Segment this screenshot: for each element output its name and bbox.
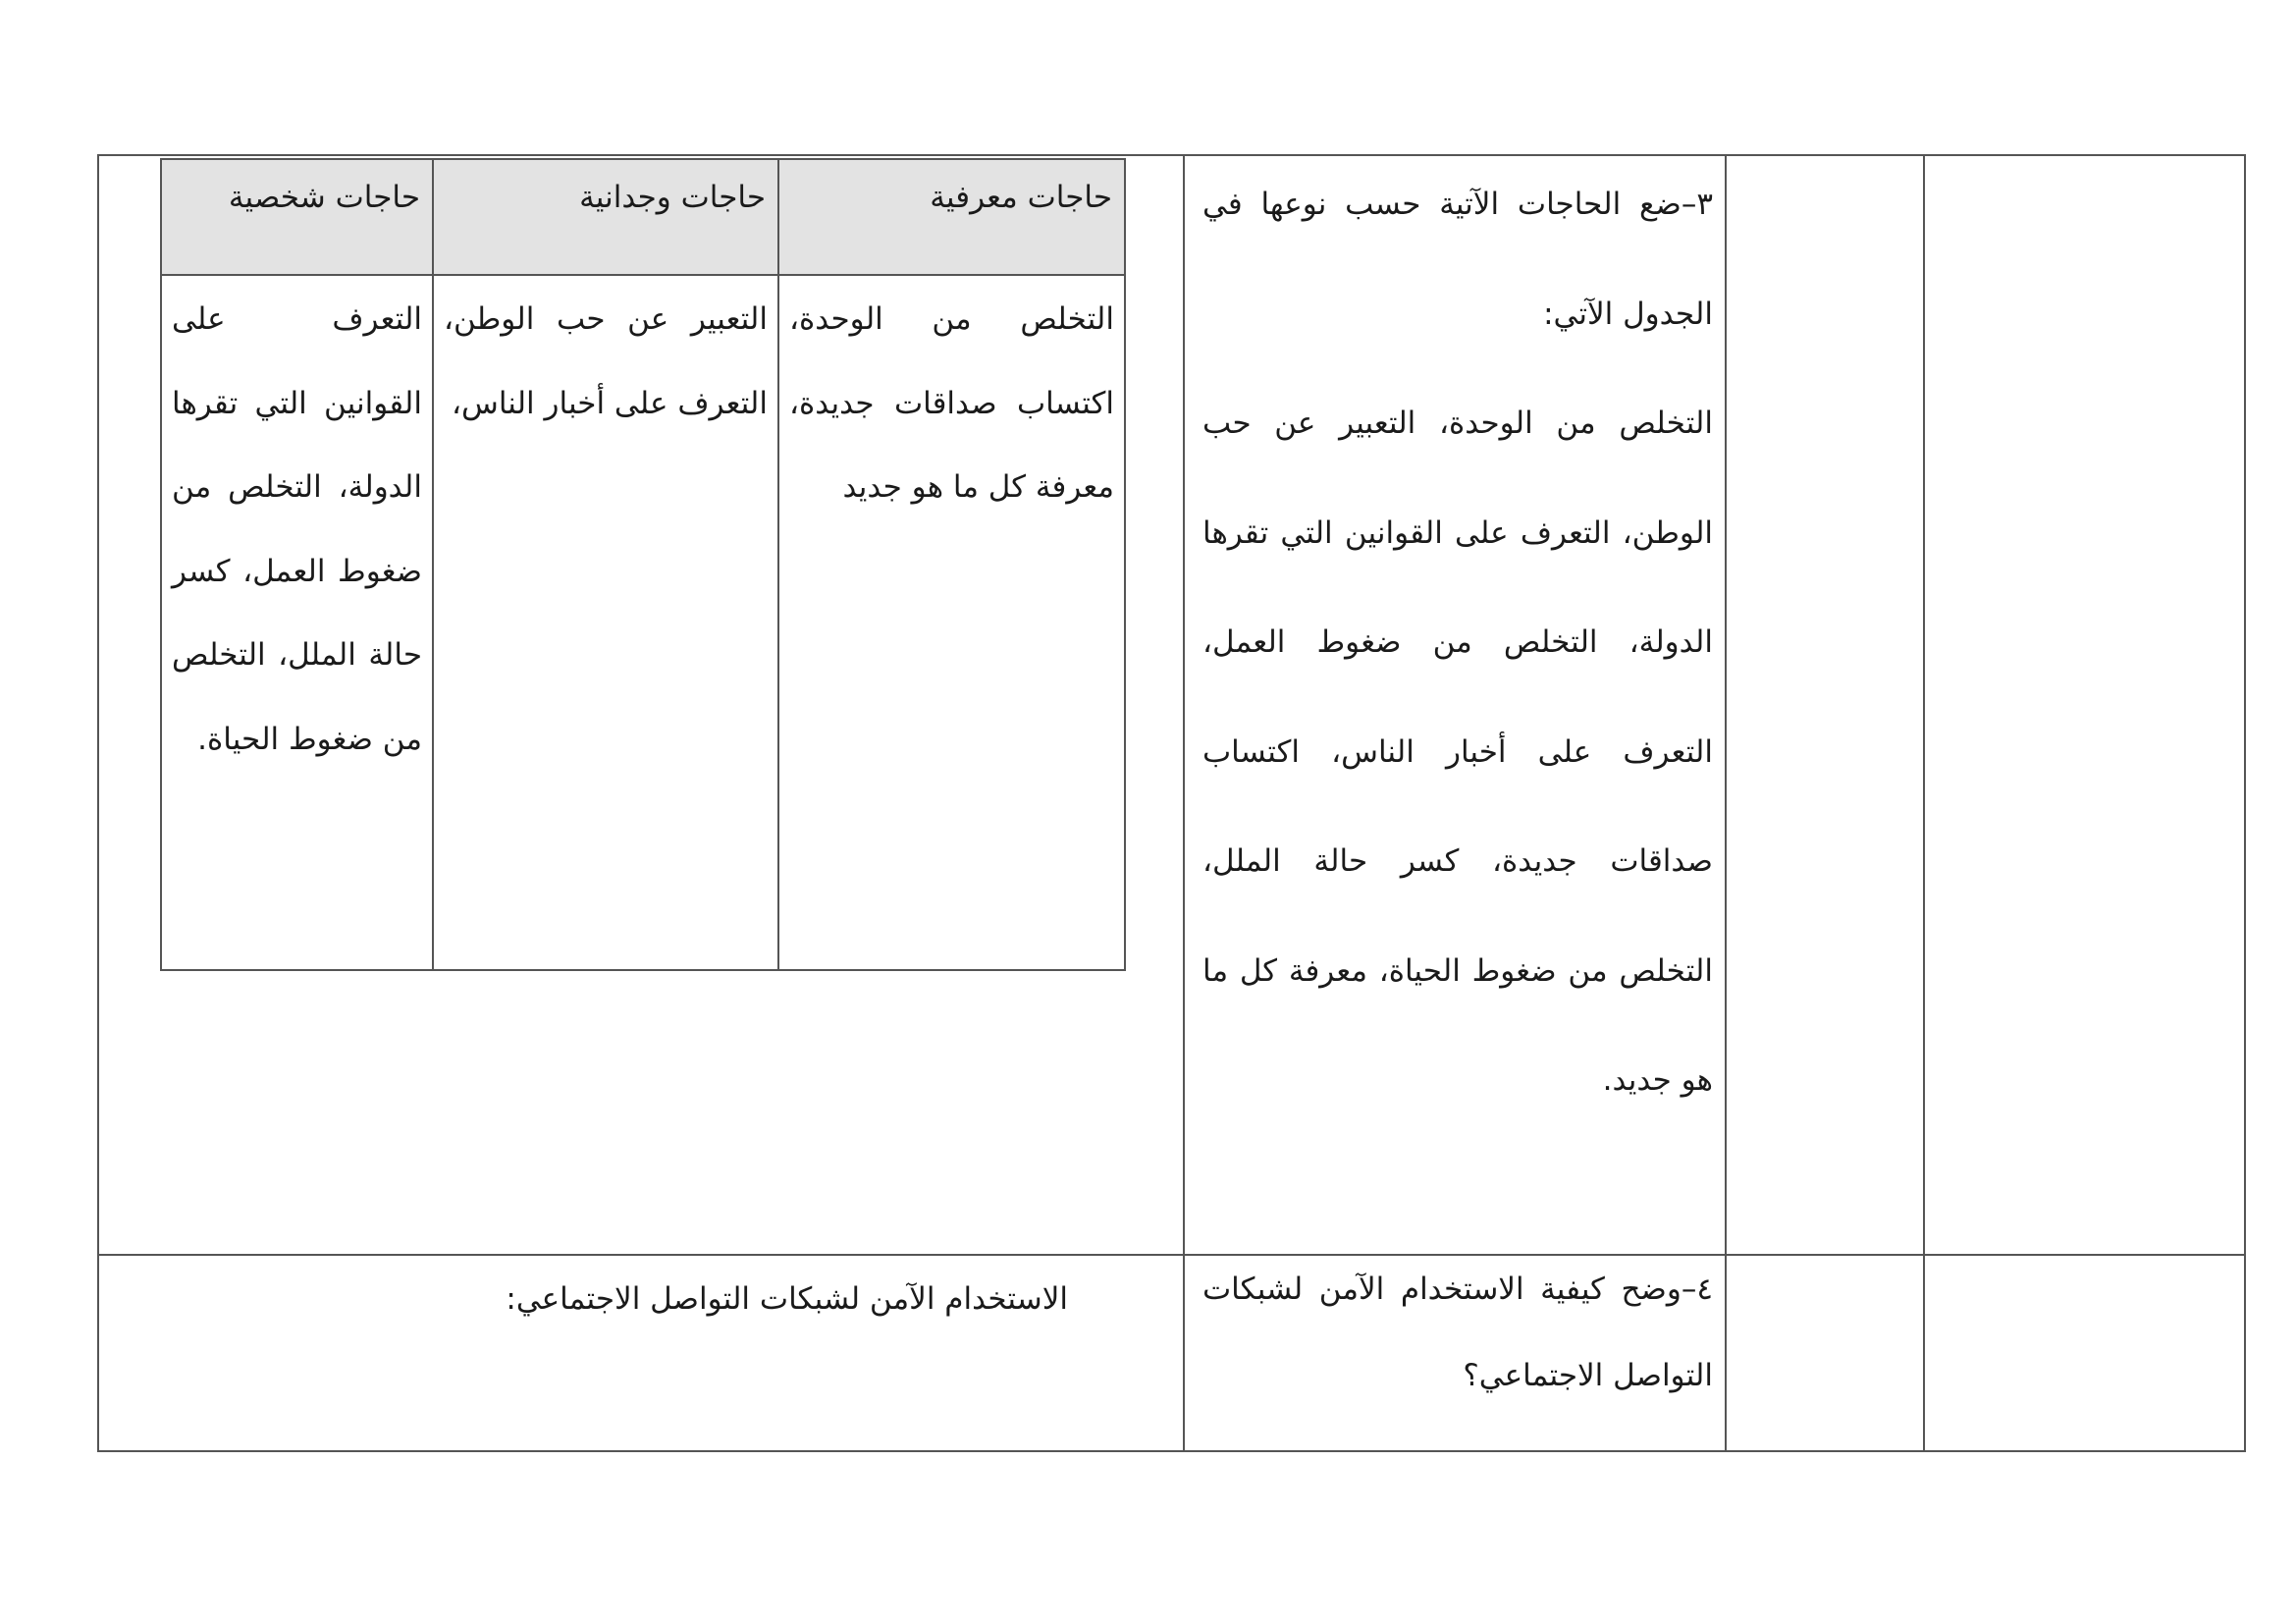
cognitive-needs-cell (778, 275, 1125, 970)
cognitive-needs-text: التخلص من الوحدة، اكتساب صداقات جديدة، معرفة كل ما هو جديد (789, 301, 1114, 505)
needs-table-body-row (161, 275, 1125, 970)
empty-cell-q3-b (1924, 155, 2245, 1255)
header-emotional-needs: حاجات وجدانية (433, 159, 778, 275)
needs-table (160, 158, 1126, 971)
header-personal-needs: حاجات شخصية (161, 159, 433, 275)
question3-text (1202, 150, 1713, 1136)
empty-cell-q4-a (1726, 1255, 1924, 1451)
question4-cell (1184, 1255, 1726, 1451)
worksheet-table (97, 154, 2246, 1452)
question3-row (98, 155, 2245, 1255)
needs-table-header-row (161, 159, 1125, 275)
question4-row (98, 1255, 2245, 1451)
question3-prompt: ٣–ضع الحاجات الآتية حسب نوعها في الجدول الآتي: (1202, 187, 1713, 332)
question3-cell (1184, 155, 1726, 1255)
emotional-needs-text: التعبير عن حب الوطن، التعرف على أخبار الناس، (444, 301, 768, 421)
empty-cell-q4-b (1924, 1255, 2245, 1451)
emotional-needs-cell (433, 275, 778, 970)
personal-needs-cell (161, 275, 433, 970)
header-cognitive-needs: حاجات معرفية (778, 159, 1125, 275)
question3-answer-cell (98, 155, 1184, 1255)
empty-cell-q3-a (1726, 155, 1924, 1255)
question3-items: التخلص من الوحدة، التعبير عن حب الوطن، التعرف على القوانين التي تقرها الدولة، التخلص من ضغوط العمل، التعرف على أخبار الناس، اكتساب صداقات جديدة، كسر حالة الملل، التخلص من ضغوط الحياة، معرفة كل ما هو جديد. (1202, 406, 1713, 1098)
question4-answer-cell (98, 1255, 1184, 1451)
question4-answer-label: الاستخدام الآمن لشبكات التواصل الاجتماعي: (506, 1281, 1068, 1317)
question4-prompt: ٤–وضح كيفية الاستخدام الآمن لشبكات التواصل الاجتماعي؟ (1202, 1272, 1713, 1393)
personal-needs-text: التعرف على القوانين التي تقرها الدولة، التخلص من ضغوط العمل، كسر حالة الملل، التخلص من ضغوط الحياة. (172, 301, 422, 757)
